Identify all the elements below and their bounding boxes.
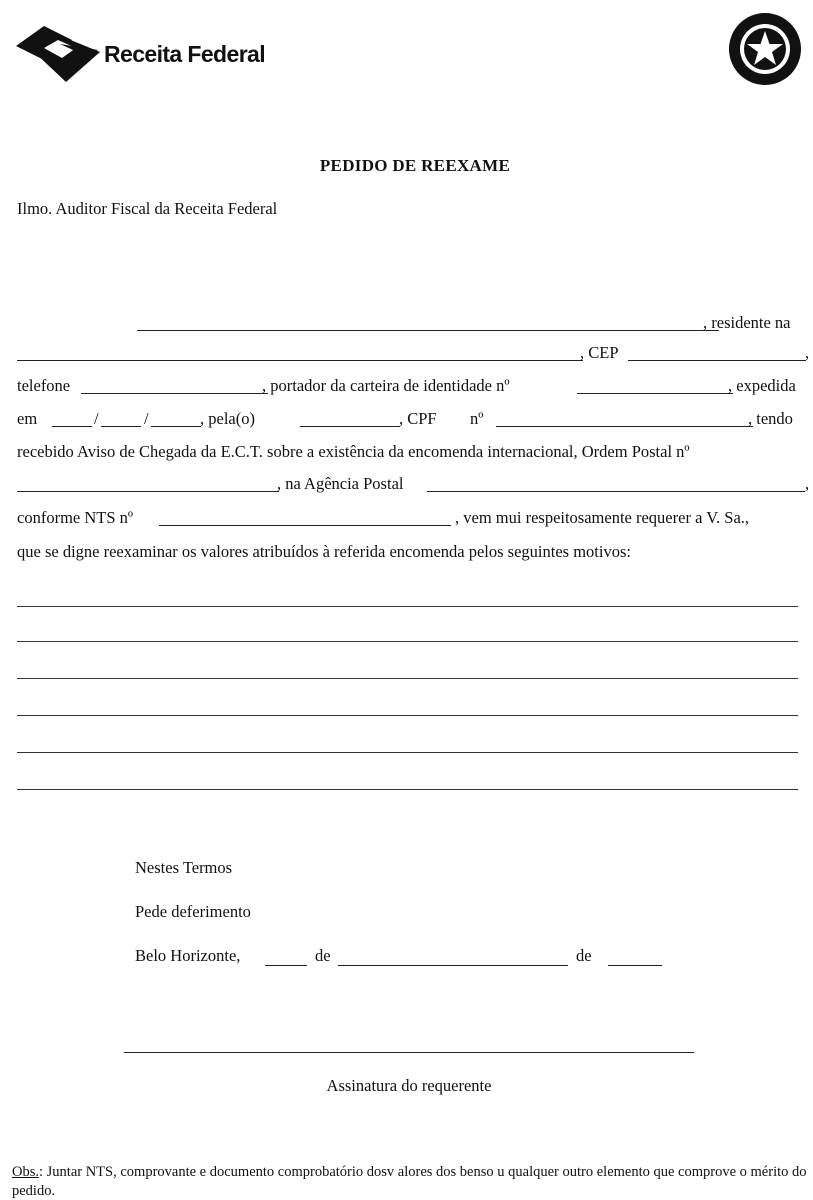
- salutation: Ilmo. Auditor Fiscal da Receita Federal: [17, 199, 278, 218]
- reexaminar-text: que se digne reexaminar os valores atribuídos à referida encomenda pelos seguintes motivos:: [17, 542, 631, 561]
- star-seal-icon: [728, 12, 802, 86]
- date-slash-1: /: [94, 409, 99, 428]
- motive-line-2[interactable]: [17, 641, 798, 642]
- form-row-address: [17, 343, 810, 367]
- date-year-field[interactable]: [151, 426, 201, 427]
- pela-field[interactable]: [300, 426, 400, 427]
- pede-deferimento: Pede deferimento: [135, 902, 251, 921]
- identidade-field[interactable]: [577, 393, 733, 394]
- nts-field[interactable]: [159, 525, 451, 526]
- motive-line-5[interactable]: [17, 752, 798, 753]
- recebido-text: recebido Aviso de Chegada da E.C.T. sobre a existência da encomenda internacional, Ordem Postal nº: [17, 442, 690, 461]
- form-row-nts: [17, 508, 810, 532]
- comma-label-2: ,: [805, 474, 810, 493]
- comma-label: ,: [805, 343, 810, 362]
- year-field[interactable]: [608, 965, 662, 966]
- form-row-agencia: [17, 474, 810, 498]
- obs-note: [12, 1163, 812, 1200]
- agencia-field[interactable]: [427, 491, 805, 492]
- cpf-field[interactable]: [496, 426, 753, 427]
- date-month-field[interactable]: [101, 426, 141, 427]
- date-slash-2: /: [144, 409, 149, 428]
- portador-label: , portador da carteira de identidade nº: [262, 376, 510, 395]
- motive-line-4[interactable]: [17, 715, 798, 716]
- month-field[interactable]: [338, 965, 568, 966]
- vem-label: , vem mui respeitosamente requerer a V. Sa.,: [455, 508, 750, 527]
- de-label-2: de: [576, 946, 592, 965]
- receita-logo-icon: [14, 22, 104, 86]
- telefone-label: telefone: [17, 376, 71, 395]
- receita-federal-logo: [14, 22, 284, 86]
- form-row-name: [17, 313, 810, 337]
- em-label: em: [17, 409, 38, 428]
- tendo-label: , tendo: [748, 409, 793, 428]
- day-field[interactable]: [265, 965, 307, 966]
- obs-label: Obs.: [12, 1164, 39, 1180]
- de-label-1: de: [315, 946, 331, 965]
- place-date-row: [135, 946, 695, 970]
- document-title: PEDIDO DE REEXAME: [319, 156, 511, 175]
- date-day-field[interactable]: [52, 426, 92, 427]
- name-field[interactable]: [137, 330, 719, 331]
- logo-text: Receita Federal: [104, 41, 266, 67]
- motive-line-3[interactable]: [17, 678, 798, 679]
- cpf-label: , CPF: [399, 409, 437, 428]
- obs-text: : Juntar NTS, comprovante e documento comprobatório dosv alores dos benso u qualquer outro elemento que comprove o mérito do pedido.: [12, 1164, 807, 1199]
- address-field[interactable]: [17, 360, 583, 361]
- motive-line-6[interactable]: [17, 789, 798, 790]
- cep-label: , CEP: [580, 343, 619, 362]
- signature-line[interactable]: [124, 1052, 694, 1053]
- conforme-label: conforme NTS nº: [17, 508, 134, 527]
- ordem-postal-field[interactable]: [17, 491, 279, 492]
- cep-field[interactable]: [628, 360, 806, 361]
- pela-label: , pela(o): [200, 409, 255, 428]
- telefone-field[interactable]: [81, 393, 268, 394]
- residente-label: , residente na: [703, 313, 791, 332]
- agencia-label: , na Agência Postal: [277, 474, 404, 493]
- city-label: Belo Horizonte,: [135, 946, 241, 965]
- expedida-label: , expedida: [728, 376, 796, 395]
- nestes-termos: Nestes Termos: [135, 858, 233, 877]
- motive-line-1[interactable]: [17, 606, 798, 607]
- signature-label: Assinatura do requerente: [326, 1076, 492, 1095]
- form-row-phone: [17, 376, 810, 400]
- form-row-date-cpf: [17, 409, 810, 433]
- cpf-no-label: nº: [470, 409, 484, 428]
